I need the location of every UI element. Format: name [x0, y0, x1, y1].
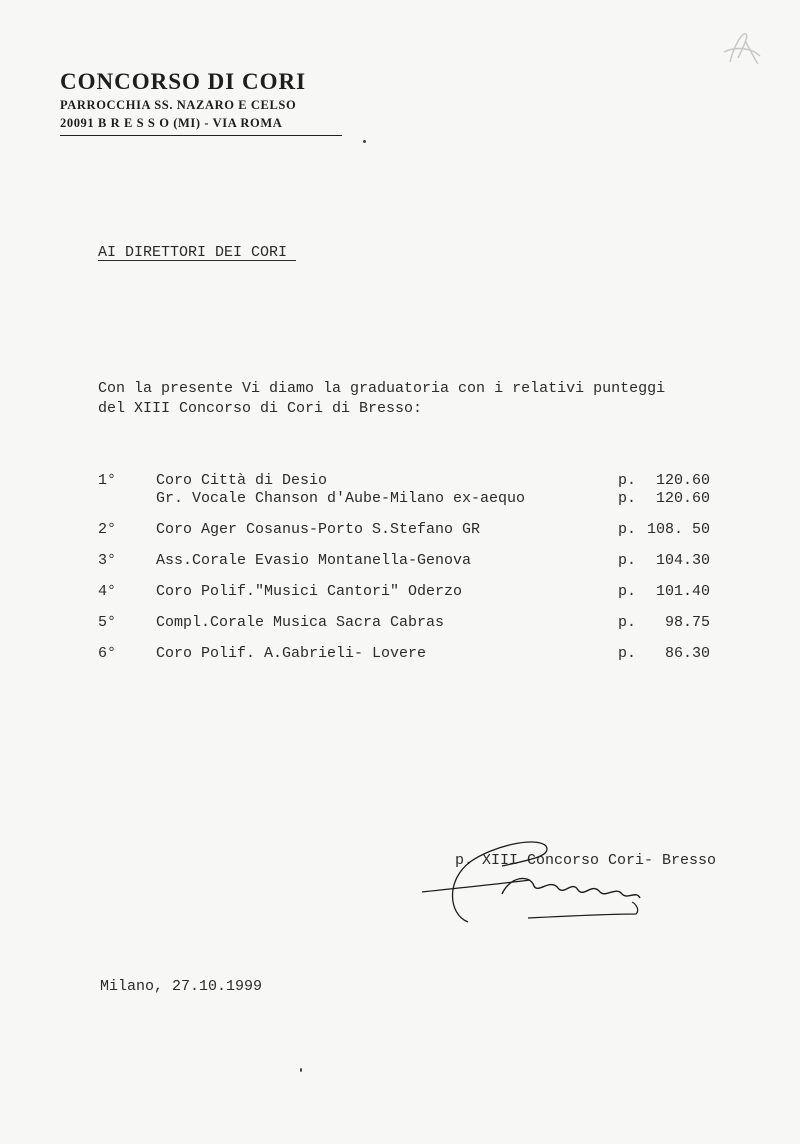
ranking-score-prefix: p. [618, 472, 637, 489]
ranking-choir: Coro Polif."Musici Cantori" Oderzo [156, 583, 463, 600]
ranking-score [618, 521, 718, 539]
ranking-line [98, 552, 718, 570]
ranking-position: 6° [98, 645, 117, 662]
intro-line-1: Con la presente Vi diamo la graduatoria con i relativi punteggi [98, 380, 666, 397]
ranking-row-6 [98, 645, 718, 663]
ranking-score-value: 108. 50 [646, 521, 710, 538]
ranking-score [618, 645, 718, 663]
ranking-choir: Coro Città di Desio [156, 472, 328, 489]
ranking-score [618, 490, 718, 508]
letterhead-address: 20091 B R E S S O (MI) - VIA ROMA [60, 116, 283, 130]
date-line: Milano, 27.10.1999 [100, 978, 263, 995]
ranking-score-prefix: p. [618, 614, 637, 631]
ranking-score [618, 472, 718, 490]
ranking-line [98, 472, 718, 490]
ranking-position: 4° [98, 583, 117, 600]
ranking-row-1 [98, 472, 718, 508]
ranking-score-prefix: p. [618, 490, 637, 507]
ranking-choir: Coro Ager Cosanus-Porto S.Stefano GR [156, 521, 481, 538]
letterhead-parish: PARROCCHIA SS. NAZARO E CELSO [60, 98, 297, 112]
letterhead-title: CONCORSO DI CORI [60, 69, 307, 94]
ranking-row-2 [98, 521, 718, 539]
ranking-row-5 [98, 614, 718, 632]
ranking-score-value: 120.60 [655, 472, 710, 489]
signature-caption: p. XIII Concorso Cori- Bresso [455, 852, 717, 869]
ranking-score-value: 101.40 [655, 583, 710, 600]
ranking-position: 2° [98, 521, 117, 538]
ranking-list [98, 472, 718, 676]
ranking-position: 5° [98, 614, 117, 631]
ranking-score [618, 614, 718, 632]
ranking-score-prefix: p. [618, 552, 637, 569]
ranking-position [98, 490, 156, 508]
ranking-score [618, 583, 718, 601]
ranking-choir: Ass.Corale Evasio Montanella-Genova [156, 552, 472, 569]
ranking-line [98, 583, 718, 601]
ranking-line [98, 645, 718, 663]
ranking-line [98, 490, 718, 508]
letterhead-rule [60, 135, 342, 136]
ranking-score-prefix: p. [618, 521, 637, 538]
pencil-mark-icon [716, 24, 766, 74]
ranking-score-value: 104.30 [655, 552, 710, 569]
ranking-choir: Gr. Vocale Chanson d'Aube-Milano ex-aequo [156, 490, 526, 507]
ranking-score [618, 552, 718, 570]
ranking-score-prefix: p. [618, 583, 637, 600]
intro-line-2: del XIII Concorso di Cori di Bresso: [98, 400, 423, 417]
ranking-choir: Coro Polif. A.Gabrieli- Lovere [156, 645, 427, 662]
handwritten-signature [418, 830, 658, 940]
ranking-score-value: 120.60 [655, 490, 710, 507]
letterhead [60, 68, 342, 136]
ranking-line [98, 614, 718, 632]
ranking-choir: Compl.Corale Musica Sacra Cabras [156, 614, 445, 631]
ranking-line [98, 521, 718, 539]
ranking-score-prefix: p. [618, 645, 637, 662]
ranking-position: 3° [98, 552, 117, 569]
ranking-row-3 [98, 552, 718, 570]
ink-dot [363, 140, 366, 143]
ink-dot [300, 1068, 302, 1072]
ranking-score-value: 86.30 [664, 645, 710, 662]
ranking-score-value: 98.75 [664, 614, 710, 631]
greeting: AI DIRETTORI DEI CORI [98, 244, 297, 261]
ranking-row-4 [98, 583, 718, 601]
intro-paragraph [98, 379, 665, 419]
ranking-position: 1° [98, 472, 117, 489]
